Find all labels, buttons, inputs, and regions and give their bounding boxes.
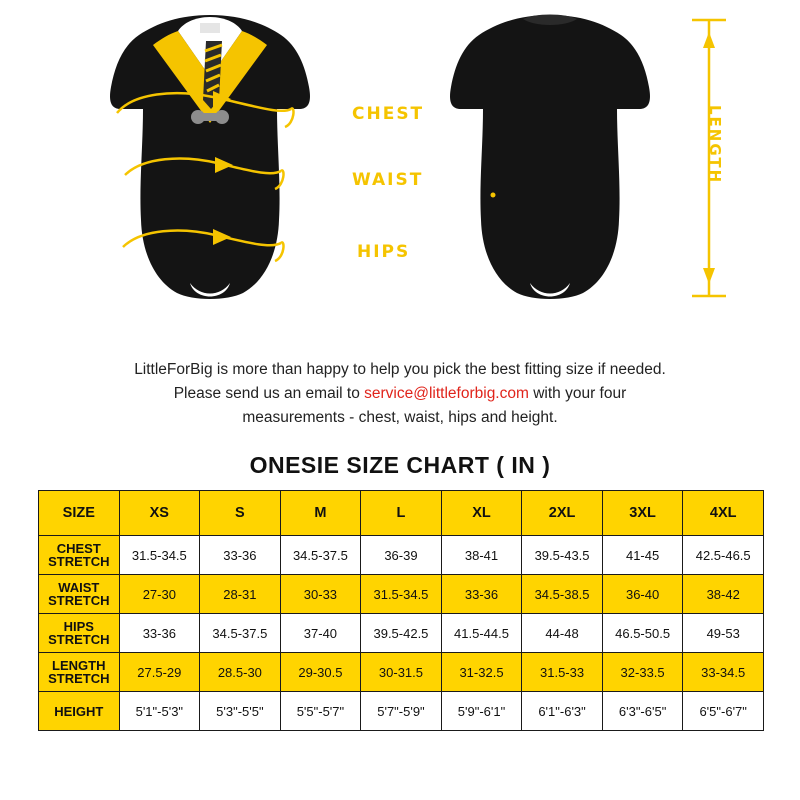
row-label-waist <box>39 575 120 614</box>
cell-waist-l: 31.5-34.5 <box>361 575 442 614</box>
cell-chest-l: 36-39 <box>361 536 442 575</box>
cell-length-2xl: 31.5-33 <box>522 653 603 692</box>
row-label-length-line2: STRETCH <box>48 671 110 686</box>
chest-label: CHEST <box>352 104 425 124</box>
row-label-waist-line1: WAIST <box>58 580 100 595</box>
blurb-line-2 <box>0 382 800 406</box>
header-cell-4xl: 4XL <box>683 491 764 536</box>
cell-length-3xl: 32-33.5 <box>602 653 683 692</box>
onesie-front-illustration <box>95 5 325 305</box>
cell-waist-3xl: 36-40 <box>602 575 683 614</box>
cell-hips-3xl: 46.5-50.5 <box>602 614 683 653</box>
row-label-hips-line1: HIPS <box>63 619 94 634</box>
cell-hips-xs: 33-36 <box>119 614 200 653</box>
cell-length-l: 30-31.5 <box>361 653 442 692</box>
cell-hips-s: 34.5-37.5 <box>200 614 281 653</box>
cell-hips-xl: 41.5-44.5 <box>441 614 522 653</box>
cell-waist-xl: 33-36 <box>441 575 522 614</box>
chart-title: ONESIE SIZE CHART ( IN ) <box>249 452 551 478</box>
blurb-line-2-suffix: with your four <box>528 385 627 402</box>
table-row <box>39 692 764 731</box>
header-cell-l: L <box>361 491 442 536</box>
size-chart-table <box>38 490 764 731</box>
length-label: LENGTH <box>706 105 724 185</box>
cell-waist-2xl: 34.5-38.5 <box>522 575 603 614</box>
hips-label: HIPS <box>357 242 411 262</box>
cell-height-2xl: 6'1"-6'3" <box>522 692 603 731</box>
row-label-length-line1: LENGTH <box>52 658 106 673</box>
cell-chest-xs: 31.5-34.5 <box>119 536 200 575</box>
header-cell-m: M <box>280 491 361 536</box>
table-row <box>39 575 764 614</box>
cell-waist-xs: 27-30 <box>119 575 200 614</box>
cell-length-s: 28.5-30 <box>200 653 281 692</box>
cell-chest-xl: 38-41 <box>441 536 522 575</box>
cell-waist-s: 28-31 <box>200 575 281 614</box>
cell-height-xl: 5'9"-6'1" <box>441 692 522 731</box>
header-cell-xs: XS <box>119 491 200 536</box>
cell-length-xs: 27.5-29 <box>119 653 200 692</box>
cell-hips-2xl: 44-48 <box>522 614 603 653</box>
blurb-line-2-prefix: Please send us an email to <box>173 385 365 402</box>
header-cell-s: S <box>200 491 281 536</box>
row-label-hips-line2: STRETCH <box>48 632 110 647</box>
cell-length-4xl: 33-34.5 <box>683 653 764 692</box>
cell-chest-m: 34.5-37.5 <box>280 536 361 575</box>
row-label-chest-line2: STRETCH <box>48 554 110 569</box>
cell-length-xl: 31-32.5 <box>441 653 522 692</box>
cell-hips-m: 37-40 <box>280 614 361 653</box>
header-cell-size: SIZE <box>39 491 120 536</box>
blurb-line-1: LittleForBig is more than happy to help you pick the best fitting size if needed. <box>134 361 666 378</box>
row-label-chest <box>39 536 120 575</box>
header-cell-xl: XL <box>441 491 522 536</box>
row-label-height <box>39 692 120 731</box>
cell-chest-s: 33-36 <box>200 536 281 575</box>
help-blurb <box>0 358 800 430</box>
cell-height-l: 5'7"-5'9" <box>361 692 442 731</box>
row-label-chest-line1: CHEST <box>56 541 101 556</box>
cell-waist-4xl: 38-42 <box>683 575 764 614</box>
table-row <box>39 614 764 653</box>
header-cell-2xl: 2XL <box>522 491 603 536</box>
cell-height-3xl: 6'3"-6'5" <box>602 692 683 731</box>
table-row <box>39 653 764 692</box>
waist-label: WAIST <box>352 170 424 190</box>
illustration-area <box>0 0 800 350</box>
support-email-link[interactable]: service@littleforbig.com <box>364 385 529 402</box>
row-label-hips <box>39 614 120 653</box>
cell-chest-4xl: 42.5-46.5 <box>683 536 764 575</box>
cell-length-m: 29-30.5 <box>280 653 361 692</box>
cell-chest-2xl: 39.5-43.5 <box>522 536 603 575</box>
cell-height-4xl: 6'5"-6'7" <box>683 692 764 731</box>
cell-height-xs: 5'1"-5'3" <box>119 692 200 731</box>
cell-hips-l: 39.5-42.5 <box>361 614 442 653</box>
onesie-back-illustration <box>435 5 665 305</box>
cell-waist-m: 30-33 <box>280 575 361 614</box>
row-label-waist-line2: STRETCH <box>48 593 110 608</box>
cell-height-m: 5'5"-5'7" <box>280 692 361 731</box>
row-label-height-line1: HEIGHT <box>54 703 104 719</box>
cell-height-s: 5'3"-5'5" <box>200 692 281 731</box>
cell-chest-3xl: 41-45 <box>602 536 683 575</box>
table-header-row <box>39 491 764 536</box>
row-label-length <box>39 653 120 692</box>
table-row <box>39 536 764 575</box>
blurb-line-3: measurements - chest, waist, hips and height. <box>242 409 558 426</box>
header-cell-3xl: 3XL <box>602 491 683 536</box>
cell-hips-4xl: 49-53 <box>683 614 764 653</box>
